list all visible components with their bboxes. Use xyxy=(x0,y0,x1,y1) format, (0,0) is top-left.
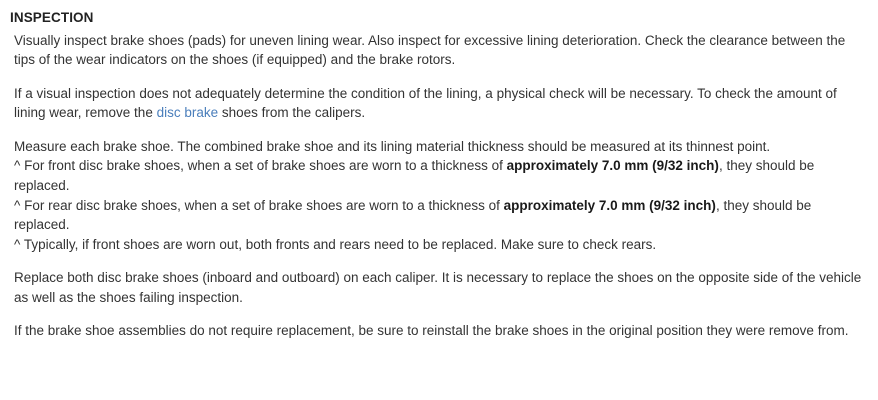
bullet-check-rears xyxy=(8,235,868,255)
measurement-group xyxy=(8,137,868,254)
bullet-text-pre: For front disc brake shoes, when a set of brake shoes are worn to a thickness of xyxy=(20,158,507,174)
bullet-thickness-value: approximately 7.0 mm (9/32 inch) xyxy=(503,197,716,213)
bullet-marker-icon: ^ xyxy=(14,197,21,213)
paragraph-text-part-1: If a visual inspection does not adequately determine the condition of the lining, a physical check will be necessary. To check the amount of lining wear, remove the xyxy=(14,85,837,121)
bullet-text-pre: For rear disc brake shoes, when a set of brake shoes are worn to a thickness of xyxy=(20,197,504,213)
bullet-marker-icon: ^ xyxy=(14,158,21,174)
bullet-marker-icon: ^ xyxy=(14,236,21,252)
paragraph-visual-inspection xyxy=(8,31,868,70)
paragraph-text: Visually inspect brake shoes (pads) for uneven lining wear. Also inspect for excessive lining deterioration. Check the clearance between the tips of the wear indicators on the shoes (if equipped) and the brake rotors. xyxy=(14,32,846,68)
bullet-text: Typically, if front shoes are worn out, both fronts and rears need to be replaced. Make sure to check rears. xyxy=(20,236,657,252)
bullet-text-post: , they should be replaced. xyxy=(14,197,812,233)
paragraph-text: Replace both disc brake shoes (inboard and outboard) on each caliper. It is necessary to replace the shoes on the opposite side of the vehicle as well as the shoes failing inspection. xyxy=(14,270,862,305)
paragraph-measure-each-shoe xyxy=(8,137,868,157)
bullet-thickness-value: approximately 7.0 mm (9/32 inch) xyxy=(506,158,719,174)
paragraph-text-part-2: shoes from the calipers. xyxy=(218,105,366,121)
bullet-text-post: , they should be replaced. xyxy=(14,158,815,193)
paragraph-text: Measure each brake shoe. The combined brake shoe and its lining material thickness should be measured at its thinnest point. xyxy=(14,138,771,154)
bullet-front-disc-brake-shoes xyxy=(8,156,868,195)
paragraph-text: If the brake shoe assemblies do not require replacement, be sure to reinstall the brake shoes in the original position they were remove from. xyxy=(14,323,849,339)
bullet-rear-disc-brake-shoes xyxy=(8,196,868,235)
paragraph-reinstall-original-position xyxy=(8,321,868,341)
paragraph-physical-check xyxy=(8,84,868,123)
disc-brake-link[interactable]: disc brake xyxy=(156,105,219,121)
section-title: INSPECTION xyxy=(10,10,94,25)
paragraph-replace-both-shoes xyxy=(8,268,868,307)
